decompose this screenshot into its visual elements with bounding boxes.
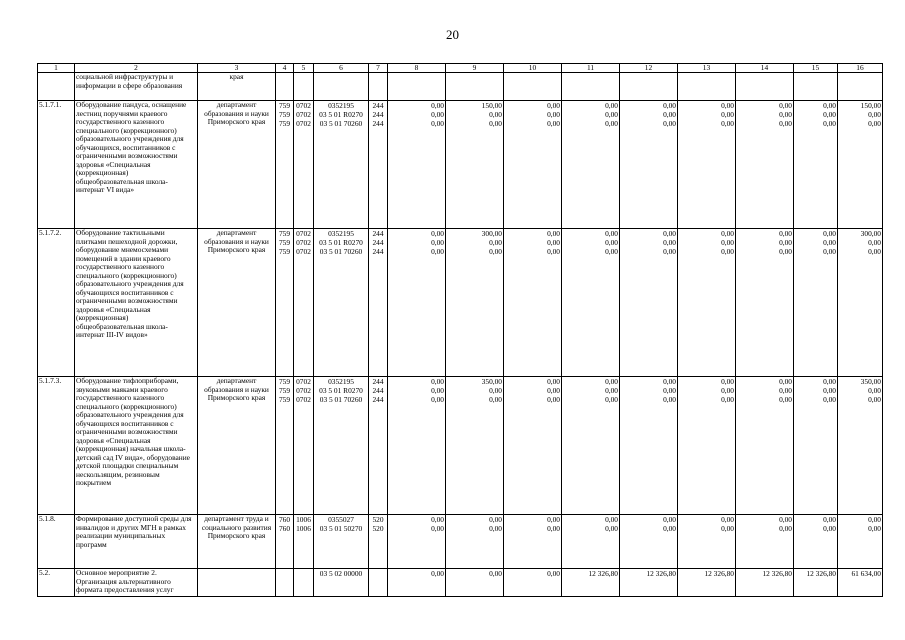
cell-value: 0,00: [489, 247, 502, 256]
row-description: социальной инфраструктуры и информации в сфере образования: [75, 73, 198, 101]
column-header: 13: [678, 64, 736, 73]
row-executor: края: [198, 73, 276, 101]
cell-value: 0,00: [868, 247, 881, 256]
cell-value: 759: [278, 386, 291, 395]
table-row: [38, 101, 883, 229]
cell-value: 0,00: [605, 377, 618, 386]
cell-c11: [562, 101, 620, 229]
empty-cell: [838, 73, 883, 101]
table-row: [38, 569, 883, 597]
cell-value: 520: [372, 515, 384, 524]
cell-c13: [678, 229, 736, 377]
cell-c10: [504, 377, 562, 515]
cell-value: 0,00: [547, 524, 560, 533]
cell-c8: [388, 101, 446, 229]
cell-c11: [562, 569, 620, 597]
cell-value: 0,00: [605, 229, 618, 238]
cell-value: 0,00: [547, 238, 560, 247]
cell-value: 0,00: [605, 386, 618, 395]
cell-value: 759: [278, 377, 291, 386]
cell-value: 0,00: [431, 247, 444, 256]
cell-value: 0,00: [663, 377, 676, 386]
cell-c15: [794, 377, 838, 515]
cell-value: 0,00: [823, 515, 836, 524]
cell-value: 0,00: [431, 377, 444, 386]
cell-c8: [388, 377, 446, 515]
cell-value: 0,00: [721, 395, 734, 404]
cell-value: [277, 569, 292, 578]
cell-c14: [736, 229, 794, 377]
cell-c6: [314, 377, 369, 515]
cell-value: 0,00: [431, 569, 444, 578]
cell-c9: [446, 377, 504, 515]
cell-value: 0,00: [823, 119, 836, 128]
cell-c7: [369, 101, 388, 229]
cell-value: 0702: [296, 238, 311, 247]
empty-cell: [678, 73, 736, 101]
cell-value: 300,00: [860, 229, 881, 238]
empty-cell: [369, 73, 388, 101]
cell-value: 0,00: [431, 110, 444, 119]
row-executor: департамент труда и социального развития Приморского края: [198, 515, 276, 569]
cell-c9: [446, 515, 504, 569]
cell-value: 0,00: [779, 119, 792, 128]
cell-value: 0,00: [431, 101, 444, 110]
cell-value: 0,00: [779, 238, 792, 247]
cell-c5: [294, 515, 314, 569]
cell-c13: [678, 377, 736, 515]
cell-value: 0,00: [823, 386, 836, 395]
cell-c7: [369, 377, 388, 515]
cell-value: 150,00: [860, 101, 881, 110]
cell-value: 0,00: [663, 395, 676, 404]
cell-value: 0,00: [547, 247, 560, 256]
cell-value: 03 5 01 50270: [319, 524, 363, 533]
cell-value: 03 5 01 R0270: [319, 386, 363, 395]
cell-value: 759: [278, 101, 291, 110]
cell-c8: [388, 229, 446, 377]
cell-value: 244: [372, 395, 384, 404]
cell-value: 12 326,80: [704, 569, 734, 578]
cell-value: 03 5 01 R0270: [319, 238, 363, 247]
row-id: 5.1.7.1.: [38, 101, 75, 229]
cell-c4: [276, 101, 294, 229]
row-description: Оборудование тифлоприборами, звуковыми маяками краевого государственного казенного специального (коррекционного) образовательного учреждения для обучающихся воспитанников с ограниченными возможностями здоровья «Специальная (коррекционная) начальная школа-детский сад IV вида», оборудование детской площадки специальным нескользящим, резиновым покрытием: [75, 377, 198, 515]
empty-cell: [504, 73, 562, 101]
empty-cell: [294, 73, 314, 101]
empty-cell: [276, 73, 294, 101]
cell-value: 0352195: [328, 229, 354, 238]
cell-value: 0,00: [605, 515, 618, 524]
cell-value: 0,00: [868, 238, 881, 247]
cell-value: 0,00: [721, 247, 734, 256]
cell-value: 1006: [296, 515, 311, 524]
cell-value: 0,00: [547, 101, 560, 110]
cell-value: 0,00: [779, 515, 792, 524]
cell-value: 244: [372, 229, 384, 238]
cell-value: 0,00: [489, 515, 502, 524]
table-row: [38, 229, 883, 377]
cell-c13: [678, 101, 736, 229]
cell-value: 759: [278, 395, 291, 404]
cell-value: 0,00: [721, 377, 734, 386]
cell-value: 12 326,80: [806, 569, 836, 578]
cell-value: 0702: [296, 247, 311, 256]
cell-c11: [562, 377, 620, 515]
row-executor: департамент образования и науки Приморского края: [198, 229, 276, 377]
cell-value: 244: [372, 377, 384, 386]
cell-c10: [504, 569, 562, 597]
cell-c12: [620, 229, 678, 377]
page-number: 20: [446, 27, 459, 42]
empty-cell: [794, 73, 838, 101]
cell-c15: [794, 515, 838, 569]
column-header: 6: [314, 64, 369, 73]
cell-value: 0,00: [663, 110, 676, 119]
cell-value: 12 326,80: [588, 569, 618, 578]
empty-cell: [388, 73, 446, 101]
cell-c6: [314, 229, 369, 377]
cell-value: 0,00: [868, 524, 881, 533]
cell-value: 0,00: [605, 119, 618, 128]
cell-value: 0,00: [431, 229, 444, 238]
column-header: 7: [369, 64, 388, 73]
column-header: 2: [75, 64, 198, 73]
cell-value: 0,00: [431, 524, 444, 533]
cell-c13: [678, 569, 736, 597]
column-header: 10: [504, 64, 562, 73]
cell-value: 0,00: [823, 395, 836, 404]
cell-value: 0702: [296, 229, 311, 238]
cell-value: 244: [372, 101, 384, 110]
row-id: 5.2.: [38, 569, 75, 597]
column-header: 8: [388, 64, 446, 73]
cell-value: 0,00: [823, 229, 836, 238]
cell-c6: [314, 569, 369, 597]
cell-c5: [294, 377, 314, 515]
cell-c14: [736, 515, 794, 569]
cell-c12: [620, 377, 678, 515]
cell-value: 0702: [296, 101, 311, 110]
cell-value: 350,00: [481, 377, 502, 386]
cell-c15: [794, 569, 838, 597]
cell-value: 0,00: [431, 515, 444, 524]
column-header: 15: [794, 64, 838, 73]
cell-value: 0,00: [605, 247, 618, 256]
cell-c7: [369, 229, 388, 377]
cell-c7: [369, 515, 388, 569]
cell-value: 0,00: [823, 524, 836, 533]
cell-value: 12 326,80: [762, 569, 792, 578]
cell-value: 0,00: [779, 247, 792, 256]
cell-c4: [276, 515, 294, 569]
cell-c14: [736, 101, 794, 229]
cell-c5: [294, 569, 314, 597]
cell-c8: [388, 569, 446, 597]
cell-c16: [838, 377, 883, 515]
column-header: 4: [276, 64, 294, 73]
table-row: [38, 515, 883, 569]
cell-value: 0,00: [547, 386, 560, 395]
cell-value: 0,00: [605, 395, 618, 404]
cell-value: 0,00: [779, 101, 792, 110]
cell-value: 0,00: [663, 229, 676, 238]
cell-value: 520: [372, 524, 384, 533]
cell-c12: [620, 569, 678, 597]
cell-c9: [446, 101, 504, 229]
cell-value: 0,00: [489, 110, 502, 119]
cell-value: 0,00: [779, 377, 792, 386]
cell-value: 0,00: [779, 386, 792, 395]
cell-value: 0,00: [779, 524, 792, 533]
cell-value: 0,00: [868, 110, 881, 119]
cell-value: 760: [278, 515, 291, 524]
cell-c5: [294, 101, 314, 229]
cell-c4: [276, 229, 294, 377]
cell-value: 244: [372, 119, 384, 128]
cell-value: 03 5 01 R0270: [319, 110, 363, 119]
column-header: 14: [736, 64, 794, 73]
cell-c10: [504, 101, 562, 229]
cell-c16: [838, 229, 883, 377]
cell-value: 03 5 01 70260: [319, 119, 363, 128]
budget-table: [37, 63, 883, 597]
cell-value: 0,00: [605, 238, 618, 247]
cell-c6: [314, 101, 369, 229]
cell-value: 0,00: [823, 110, 836, 119]
empty-cell: [446, 73, 504, 101]
cell-value: 0,00: [547, 515, 560, 524]
table-row: [38, 377, 883, 515]
cell-c13: [678, 515, 736, 569]
cell-value: 244: [372, 247, 384, 256]
cell-c7: [369, 569, 388, 597]
cell-c4: [276, 377, 294, 515]
cell-value: 300,00: [481, 229, 502, 238]
row-description: Оборудование тактильными плитками пешеходной дорожки, оборудование мнемосхемами помещений в здании краевого государственного казенного специального (коррекционного) образовательного учреждения для обучающихся воспитанников с ограниченными возможностями здоровья «Специальная (коррекционная) общеобразовательная школа-интернат III-IV видов»: [75, 229, 198, 377]
cell-value: 244: [372, 110, 384, 119]
cell-value: 0,00: [823, 238, 836, 247]
cell-c12: [620, 515, 678, 569]
cell-value: 12 326,80: [646, 569, 676, 578]
cell-value: 0,00: [431, 395, 444, 404]
cell-value: 0,00: [663, 247, 676, 256]
cell-value: 0,00: [489, 386, 502, 395]
cell-value: 03 5 02 00000: [319, 569, 363, 578]
column-header: 16: [838, 64, 883, 73]
cell-c10: [504, 515, 562, 569]
cell-value: 0,00: [721, 101, 734, 110]
column-header: 1: [38, 64, 75, 73]
cell-value: 0,00: [721, 238, 734, 247]
cell-value: 759: [278, 238, 291, 247]
cell-value: 0,00: [868, 386, 881, 395]
cell-c16: [838, 569, 883, 597]
cell-value: 0,00: [489, 569, 502, 578]
column-header: 12: [620, 64, 678, 73]
cell-c14: [736, 569, 794, 597]
cell-value: 0,00: [663, 386, 676, 395]
column-header: 3: [198, 64, 276, 73]
cell-c11: [562, 229, 620, 377]
column-header: 5: [294, 64, 314, 73]
empty-cell: [562, 73, 620, 101]
cell-value: 0702: [296, 377, 311, 386]
cell-value: 759: [278, 119, 291, 128]
cell-value: 0,00: [489, 119, 502, 128]
cell-c12: [620, 101, 678, 229]
cell-value: 0,00: [721, 386, 734, 395]
row-executor: департамент образования и науки Приморского края: [198, 101, 276, 229]
cell-value: 0,00: [868, 119, 881, 128]
cell-value: 0,00: [721, 524, 734, 533]
cell-c14: [736, 377, 794, 515]
row-id: 5.1.7.3.: [38, 377, 75, 515]
cell-value: 0,00: [823, 247, 836, 256]
cell-value: 0,00: [547, 119, 560, 128]
cell-c5: [294, 229, 314, 377]
cell-value: 0,00: [431, 386, 444, 395]
cell-value: 0,00: [868, 395, 881, 404]
cell-value: 0352195: [328, 377, 354, 386]
empty-cell: [620, 73, 678, 101]
cell-value: 150,00: [481, 101, 502, 110]
cell-value: 0,00: [431, 119, 444, 128]
cell-value: 0,00: [431, 238, 444, 247]
cell-value: 0702: [296, 386, 311, 395]
cell-value: [370, 569, 386, 578]
cell-value: 0,00: [721, 119, 734, 128]
cell-value: 0,00: [721, 229, 734, 238]
cell-c9: [446, 229, 504, 377]
row-id: 5.1.8.: [38, 515, 75, 569]
cell-value: 0,00: [489, 524, 502, 533]
cell-value: 0,00: [489, 395, 502, 404]
cell-value: 0,00: [605, 101, 618, 110]
cell-c16: [838, 515, 883, 569]
cell-value: [295, 569, 312, 578]
cell-value: 0,00: [721, 515, 734, 524]
cell-value: 0,00: [823, 101, 836, 110]
empty-cell: [736, 73, 794, 101]
cell-value: 350,00: [860, 377, 881, 386]
cell-value: 0,00: [547, 395, 560, 404]
continuation-row: [38, 73, 883, 101]
cell-c15: [794, 229, 838, 377]
cell-value: 03 5 01 70260: [319, 395, 363, 404]
cell-value: 0,00: [663, 515, 676, 524]
cell-value: 0,00: [779, 395, 792, 404]
cell-c11: [562, 515, 620, 569]
cell-value: 03 5 01 70260: [319, 247, 363, 256]
empty-cell: [314, 73, 369, 101]
cell-value: 0,00: [547, 569, 560, 578]
column-header: 9: [446, 64, 504, 73]
cell-value: 0352195: [328, 101, 354, 110]
cell-value: 0,00: [605, 110, 618, 119]
cell-c16: [838, 101, 883, 229]
cell-value: 759: [278, 110, 291, 119]
cell-value: 760: [278, 524, 291, 533]
cell-value: 1006: [296, 524, 311, 533]
cell-value: 0355027: [328, 515, 354, 524]
cell-value: 0702: [296, 395, 311, 404]
row-executor: [198, 569, 276, 597]
cell-value: 61 634,00: [851, 569, 881, 578]
cell-c4: [276, 569, 294, 597]
cell-value: 0702: [296, 110, 311, 119]
cell-value: 0,00: [547, 110, 560, 119]
cell-value: 0702: [296, 119, 311, 128]
row-description: Формирование доступной среды для инвалидов и других МГН в рамках реализации муниципальных программ: [75, 515, 198, 569]
row-executor: департамент образования и науки Приморского края: [198, 377, 276, 515]
cell-value: 0,00: [605, 524, 618, 533]
cell-value: 0,00: [779, 229, 792, 238]
cell-c9: [446, 569, 504, 597]
cell-value: 0,00: [489, 238, 502, 247]
cell-value: 759: [278, 229, 291, 238]
cell-value: 0,00: [663, 119, 676, 128]
cell-c10: [504, 229, 562, 377]
column-header: 11: [562, 64, 620, 73]
cell-value: 0,00: [721, 110, 734, 119]
row-description: Основное мероприятие 2. Организация альтернативного формата предоставления услуг: [75, 569, 198, 597]
row-id: [38, 73, 75, 101]
cell-value: 0,00: [547, 229, 560, 238]
cell-value: 0,00: [868, 515, 881, 524]
cell-c6: [314, 515, 369, 569]
cell-value: 244: [372, 386, 384, 395]
header-row: [38, 64, 883, 73]
cell-value: 0,00: [663, 238, 676, 247]
cell-value: 0,00: [779, 110, 792, 119]
row-description: Оборудование пандуса, оснащение лестниц поручнями краевого государственного казенного специального (коррекционного) образовательного учреждения для обучающихся, воспитанников с ограниченными возможностями здоровья «Специальная (коррекционная) общеобразовательная школа-интернат VI вида»: [75, 101, 198, 229]
cell-value: 0,00: [663, 101, 676, 110]
row-id: 5.1.7.2.: [38, 229, 75, 377]
cell-value: 0,00: [823, 377, 836, 386]
cell-value: 0,00: [547, 377, 560, 386]
cell-c15: [794, 101, 838, 229]
cell-value: 244: [372, 238, 384, 247]
cell-value: 759: [278, 247, 291, 256]
cell-c8: [388, 515, 446, 569]
cell-value: 0,00: [663, 524, 676, 533]
